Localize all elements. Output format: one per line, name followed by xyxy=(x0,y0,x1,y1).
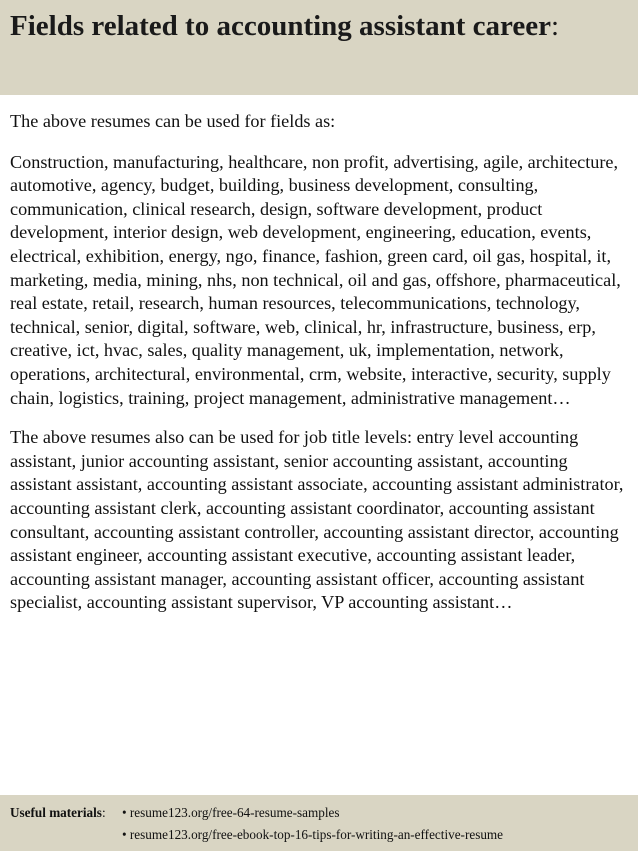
footer-row-2 xyxy=(10,824,628,846)
useful-materials-footer xyxy=(0,795,638,851)
ebook-tips-link[interactable]: • resume123.org/free-ebook-top-16-tips-for-writing-an-effective-resume xyxy=(122,827,504,842)
page-title xyxy=(10,6,628,46)
resume-samples-link[interactable]: • resume123.org/free-64-resume-samples xyxy=(122,805,340,820)
fields-list-text: Construction, manufacturing, healthcare, non profit, advertising, agile, architecture, automotive, agency, budget, building, business development, consulting, communication, clinical research, design, software development, product development, interior design, web development, engineering, education, events, electrical, exhibition, energy, ngo, finance, fashion, green card, oil gas, hospital, it, marketing, media, mining, nhs, non technical, oil and gas, offshore, pharmaceutical, real estate, retail, research, human resources, telecommunications, technology, technical, senior, digital, software, web, clinical, hr, infrastructure, business, erp, creative, ict, hvac, sales, quality management, uk, implementation, network, operations, architectural, environmental, crm, website, interactive, security, supply chain, logistics, training, project management, administrative management… xyxy=(10,151,621,408)
footer-label-spacer xyxy=(10,824,122,846)
main-content xyxy=(10,110,630,615)
job-titles-text: The above resumes also can be used for job title levels: entry level accounting assistant, junior accounting assistant, senior accounting assistant, accounting assistant assistant, accounting assistant associate, accounting assistant administrator, accounting assistant clerk, accounting assistant coordinator, accounting assistant consultant, accounting assistant controller, accounting assistant director, accounting assistant engineer, accounting assistant executive, accounting assistant leader, accounting assistant manager, accounting assistant officer, accounting assistant specialist, accounting assistant supervisor, VP accounting assistant… xyxy=(10,427,624,613)
title-band xyxy=(0,0,638,95)
useful-materials-label-colon: : xyxy=(101,805,106,820)
footer-row-1 xyxy=(10,802,628,824)
useful-materials-label xyxy=(10,802,122,824)
page-title-text: Fields related to accounting assistant career xyxy=(10,10,551,42)
intro-text: The above resumes can be used for fields as: xyxy=(10,111,336,131)
useful-materials-label-text: Useful materials xyxy=(10,805,102,820)
page-title-colon: : xyxy=(551,10,560,42)
